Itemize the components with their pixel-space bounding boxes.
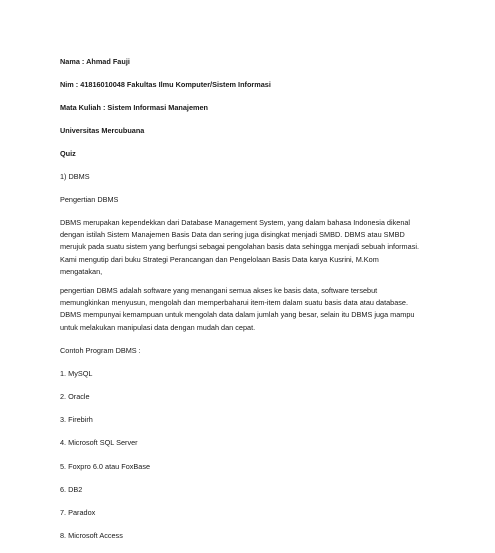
list-item: 7. Paradox: [60, 507, 96, 517]
paragraph-line: memungkinkan menyusun, mengolah dan memperbaharui item-item dalam suatu basis data atau database.: [60, 298, 409, 308]
student-id: Nim : 41816010048 Fakultas Ilmu Komputer/Sistem Informasi: [60, 80, 271, 89]
course-name: Mata Kuliah : Sistem Informasi Manajemen: [60, 103, 209, 112]
list-item: 5. Foxpro 6.0 atau FoxBase: [60, 461, 151, 471]
paragraph-line: dengan istilah Sistem Manajemen Basis Data dan sering juga disingkat menjadi SMBD. DBMS atau SMBD: [60, 230, 405, 240]
paragraph-line: untuk melakukan manipulasi data dengan mudah dan cepat.: [60, 322, 256, 332]
paragraph-line: pengertian DBMS adalah software yang menangani semua akses ke basis data, software tersebut: [60, 286, 378, 296]
paragraph-explanation: [60, 285, 440, 334]
question-number: 1) DBMS: [60, 172, 90, 181]
paragraph-line: merujuk pada suatu sistem yang berfungsi sebagai pengolahan basis data sehingga menjadi sebuah informasi.: [60, 242, 419, 252]
paragraph-line: mengatakan,: [60, 266, 103, 276]
paragraph-line: Kami mengutip dari buku Strategi Perancangan dan Pengelolaan Basis Data karya Kusrini, M.Kom: [60, 254, 379, 264]
university-name: Universitas Mercubuana: [60, 126, 145, 135]
list-item: 2. Oracle: [60, 392, 90, 402]
paragraph-definition: [60, 217, 440, 278]
list-item: 3. Firebirh: [60, 415, 93, 425]
quiz-label: Quiz: [60, 149, 76, 158]
student-name: Nama : Ahmad Fauji: [60, 57, 130, 66]
section-heading: Pengertian DBMS: [60, 195, 119, 204]
list-item: 8. Microsoft Access: [60, 531, 123, 541]
examples-title: Contoh Program DBMS :: [60, 345, 141, 355]
list-item: 4. Microsoft SQL Server: [60, 438, 138, 448]
list-item: 1. MySQL: [60, 368, 93, 378]
paragraph-line: DBMS merupakan kependekkan dari Database Management System, yang dalam bahasa Indonesia dikenal: [60, 218, 411, 227]
document-content: [60, 56, 440, 553]
list-item: 6. DB2: [60, 484, 83, 494]
paragraph-line: DBMS mempunyai kemampuan untuk mengolah data dalam jumlah yang besar, selain itu DBMS juga mampu: [60, 310, 415, 320]
